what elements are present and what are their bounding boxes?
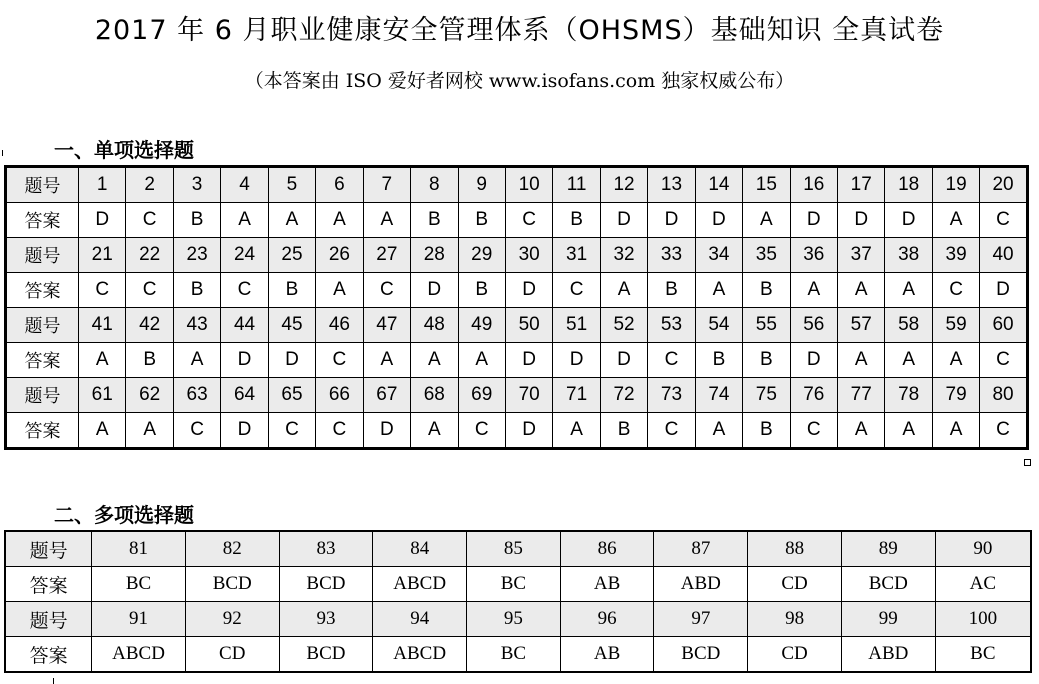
question-number-cell: 47	[363, 308, 410, 343]
question-number-cell: 60	[980, 308, 1027, 343]
answer-cell: A	[363, 203, 410, 238]
answer-row	[6, 343, 1028, 378]
answer-cell: D	[648, 203, 695, 238]
answer-cell: C	[268, 413, 315, 449]
question-number-cell: 59	[932, 308, 979, 343]
exam-subtitle: （本答案由 ISO 爱好者网校 www.isofans.com 独家权威公布）	[244, 70, 795, 92]
question-number-cell: 29	[458, 238, 505, 273]
answer-cell: A	[316, 203, 363, 238]
question-number-cell: 97	[654, 602, 748, 637]
question-number-cell: 44	[221, 308, 268, 343]
question-number-cell: 25	[268, 238, 315, 273]
question-number-cell: 20	[980, 167, 1027, 203]
question-number-cell: 67	[363, 378, 410, 413]
answer-cell: B	[648, 273, 695, 308]
answer-cell: C	[980, 203, 1027, 238]
question-number-cell: 19	[932, 167, 979, 203]
answer-cell: C	[458, 413, 505, 449]
answer-cell: D	[221, 413, 268, 449]
answer-cell: A	[885, 343, 932, 378]
question-number-cell: 18	[885, 167, 932, 203]
answer-cell: B	[173, 273, 220, 308]
section-heading-multiple-choice: 二、多项选择题	[54, 503, 194, 527]
answer-cell: A	[411, 343, 458, 378]
question-number-cell: 95	[467, 602, 561, 637]
answer-cell: A	[932, 343, 979, 378]
question-number-cell: 46	[316, 308, 363, 343]
multiple-choice-answer-table	[4, 530, 1032, 673]
question-number-cell: 15	[743, 167, 790, 203]
answer-cell: A	[268, 203, 315, 238]
question-number-cell: 43	[173, 308, 220, 343]
question-number-cell: 63	[173, 378, 220, 413]
question-number-label: 题号	[6, 238, 79, 273]
text-cursor-mark	[2, 150, 3, 156]
question-number-cell: 42	[126, 308, 173, 343]
answer-label: 答案	[6, 343, 79, 378]
answer-cell: A	[363, 343, 410, 378]
question-number-row	[6, 308, 1028, 343]
question-number-cell: 22	[126, 238, 173, 273]
question-number-cell: 23	[173, 238, 220, 273]
answer-cell: C	[790, 413, 837, 449]
question-number-cell: 80	[980, 378, 1027, 413]
exam-title: 2017 年 6 月职业健康安全管理体系（OHSMS）基础知识 全真试卷	[94, 15, 945, 46]
question-number-cell: 54	[695, 308, 742, 343]
question-number-cell: 62	[126, 378, 173, 413]
answer-cell: D	[980, 273, 1027, 308]
question-number-cell: 76	[790, 378, 837, 413]
question-number-cell: 87	[654, 531, 748, 567]
answer-cell: C	[79, 273, 126, 308]
answer-cell: AB	[560, 637, 654, 673]
answer-cell: B	[743, 413, 790, 449]
answer-cell: B	[695, 343, 742, 378]
answer-cell: D	[790, 203, 837, 238]
question-number-cell: 56	[790, 308, 837, 343]
question-number-cell: 52	[600, 308, 647, 343]
question-number-cell: 40	[980, 238, 1027, 273]
answer-cell: D	[790, 343, 837, 378]
question-number-cell: 10	[505, 167, 552, 203]
question-number-cell: 89	[841, 531, 935, 567]
answer-cell: CD	[748, 567, 842, 602]
answer-cell: C	[980, 343, 1027, 378]
answer-cell: BCD	[279, 567, 373, 602]
answer-cell: C	[126, 273, 173, 308]
answer-cell: A	[838, 273, 885, 308]
question-number-cell: 9	[458, 167, 505, 203]
question-number-cell: 12	[600, 167, 647, 203]
answer-cell: A	[553, 413, 600, 449]
question-number-cell: 78	[885, 378, 932, 413]
question-number-row	[5, 602, 1031, 637]
answer-cell: D	[411, 273, 458, 308]
question-number-cell: 17	[838, 167, 885, 203]
answer-cell: ABD	[654, 567, 748, 602]
question-number-cell: 64	[221, 378, 268, 413]
answer-cell: B	[458, 273, 505, 308]
question-number-cell: 71	[553, 378, 600, 413]
answer-cell: A	[79, 343, 126, 378]
answer-cell: D	[79, 203, 126, 238]
section-heading-single-choice: 一、单项选择题	[54, 138, 194, 162]
question-number-cell: 30	[505, 238, 552, 273]
question-number-cell: 92	[185, 602, 279, 637]
answer-cell: A	[173, 343, 220, 378]
answer-cell: BCD	[185, 567, 279, 602]
question-number-cell: 98	[748, 602, 842, 637]
question-number-cell: 83	[279, 531, 373, 567]
answer-cell: A	[885, 273, 932, 308]
question-number-cell: 96	[560, 602, 654, 637]
answer-label: 答案	[6, 273, 79, 308]
question-number-cell: 5	[268, 167, 315, 203]
question-number-label: 题号	[5, 531, 92, 567]
answer-cell: C	[173, 413, 220, 449]
question-number-cell: 68	[411, 378, 458, 413]
question-number-cell: 77	[838, 378, 885, 413]
answer-cell: D	[505, 413, 552, 449]
answer-cell: C	[980, 413, 1027, 449]
answer-cell: A	[600, 273, 647, 308]
answer-cell: ABD	[841, 637, 935, 673]
question-number-cell: 100	[935, 602, 1031, 637]
question-number-cell: 32	[600, 238, 647, 273]
question-number-cell: 8	[411, 167, 458, 203]
answer-cell: BCD	[841, 567, 935, 602]
question-number-cell: 28	[411, 238, 458, 273]
answer-cell: B	[268, 273, 315, 308]
answer-cell: BCD	[654, 637, 748, 673]
question-number-cell: 88	[748, 531, 842, 567]
answer-cell: BC	[92, 567, 186, 602]
question-number-cell: 73	[648, 378, 695, 413]
answer-cell: B	[553, 203, 600, 238]
question-number-cell: 85	[467, 531, 561, 567]
answer-cell: AB	[560, 567, 654, 602]
answer-label: 答案	[5, 637, 92, 673]
question-number-cell: 99	[841, 602, 935, 637]
question-number-cell: 84	[373, 531, 467, 567]
answer-cell: D	[838, 203, 885, 238]
answer-cell: A	[316, 273, 363, 308]
question-number-cell: 6	[316, 167, 363, 203]
answer-cell: BCD	[279, 637, 373, 673]
answer-cell: A	[838, 343, 885, 378]
answer-cell: A	[221, 203, 268, 238]
question-number-label: 题号	[6, 167, 79, 203]
answer-cell: CD	[748, 637, 842, 673]
question-number-cell: 37	[838, 238, 885, 273]
question-number-cell: 39	[932, 238, 979, 273]
question-number-row	[6, 378, 1028, 413]
answer-cell: A	[932, 203, 979, 238]
question-number-cell: 21	[79, 238, 126, 273]
question-number-cell: 16	[790, 167, 837, 203]
question-number-cell: 55	[743, 308, 790, 343]
question-number-cell: 74	[695, 378, 742, 413]
question-number-cell: 35	[743, 238, 790, 273]
answer-cell: A	[885, 413, 932, 449]
answer-cell: D	[553, 343, 600, 378]
answer-cell: C	[316, 343, 363, 378]
question-number-cell: 49	[458, 308, 505, 343]
answer-cell: C	[932, 273, 979, 308]
answer-cell: A	[743, 203, 790, 238]
question-number-cell: 13	[648, 167, 695, 203]
question-number-cell: 2	[126, 167, 173, 203]
answer-cell: A	[838, 413, 885, 449]
answer-cell: C	[648, 413, 695, 449]
question-number-cell: 58	[885, 308, 932, 343]
answer-cell: C	[553, 273, 600, 308]
single-choice-answer-table	[4, 165, 1029, 450]
question-number-cell: 11	[553, 167, 600, 203]
answer-cell: ABCD	[92, 637, 186, 673]
answer-cell: AC	[935, 567, 1031, 602]
answer-cell: A	[932, 413, 979, 449]
answer-cell: A	[458, 343, 505, 378]
question-number-cell: 14	[695, 167, 742, 203]
answer-cell: B	[126, 343, 173, 378]
answer-cell: C	[221, 273, 268, 308]
answer-row	[5, 637, 1031, 673]
question-number-cell: 3	[173, 167, 220, 203]
answer-cell: D	[505, 343, 552, 378]
answer-cell: A	[790, 273, 837, 308]
answer-cell: C	[316, 413, 363, 449]
answer-cell: A	[695, 273, 742, 308]
answer-cell: D	[600, 203, 647, 238]
question-number-cell: 72	[600, 378, 647, 413]
answer-cell: B	[173, 203, 220, 238]
question-number-cell: 26	[316, 238, 363, 273]
question-number-cell: 79	[932, 378, 979, 413]
question-number-cell: 33	[648, 238, 695, 273]
answer-cell: B	[743, 273, 790, 308]
question-number-cell: 93	[279, 602, 373, 637]
question-number-cell: 41	[79, 308, 126, 343]
answer-label: 答案	[5, 567, 92, 602]
answer-cell: BC	[467, 637, 561, 673]
question-number-label: 题号	[6, 308, 79, 343]
answer-cell: D	[505, 273, 552, 308]
answer-row	[6, 413, 1028, 449]
question-number-cell: 53	[648, 308, 695, 343]
answer-label: 答案	[6, 413, 79, 449]
question-number-cell: 57	[838, 308, 885, 343]
question-number-cell: 90	[935, 531, 1031, 567]
question-number-row	[6, 167, 1028, 203]
answer-cell: C	[126, 203, 173, 238]
answer-cell: B	[458, 203, 505, 238]
answer-cell: A	[411, 413, 458, 449]
answer-row	[6, 273, 1028, 308]
question-number-cell: 36	[790, 238, 837, 273]
answer-cell: D	[363, 413, 410, 449]
question-number-cell: 70	[505, 378, 552, 413]
question-number-cell: 34	[695, 238, 742, 273]
question-number-label: 题号	[5, 602, 92, 637]
question-number-cell: 27	[363, 238, 410, 273]
answer-cell: D	[268, 343, 315, 378]
question-number-cell: 61	[79, 378, 126, 413]
question-number-label: 题号	[6, 378, 79, 413]
answer-cell: D	[885, 203, 932, 238]
question-number-cell: 38	[885, 238, 932, 273]
answer-cell: CD	[185, 637, 279, 673]
question-number-cell: 48	[411, 308, 458, 343]
answer-cell: D	[221, 343, 268, 378]
text-cursor-mark	[53, 678, 54, 684]
answer-cell: BC	[467, 567, 561, 602]
answer-cell: D	[695, 203, 742, 238]
answer-cell: ABCD	[373, 637, 467, 673]
answer-cell: C	[363, 273, 410, 308]
answer-cell: B	[600, 413, 647, 449]
question-number-cell: 45	[268, 308, 315, 343]
table-resize-handle[interactable]	[1024, 459, 1031, 466]
question-number-cell: 91	[92, 602, 186, 637]
question-number-row	[5, 531, 1031, 567]
question-number-cell: 24	[221, 238, 268, 273]
question-number-cell: 31	[553, 238, 600, 273]
answer-cell: C	[505, 203, 552, 238]
question-number-row	[6, 238, 1028, 273]
answer-cell: D	[600, 343, 647, 378]
question-number-cell: 4	[221, 167, 268, 203]
answer-row	[6, 203, 1028, 238]
question-number-cell: 66	[316, 378, 363, 413]
answer-cell: C	[648, 343, 695, 378]
question-number-cell: 7	[363, 167, 410, 203]
answer-cell: A	[79, 413, 126, 449]
question-number-cell: 81	[92, 531, 186, 567]
question-number-cell: 94	[373, 602, 467, 637]
question-number-cell: 75	[743, 378, 790, 413]
question-number-cell: 86	[560, 531, 654, 567]
question-number-cell: 51	[553, 308, 600, 343]
answer-cell: B	[411, 203, 458, 238]
answer-cell: ABCD	[373, 567, 467, 602]
question-number-cell: 1	[79, 167, 126, 203]
question-number-cell: 69	[458, 378, 505, 413]
answer-cell: A	[695, 413, 742, 449]
question-number-cell: 50	[505, 308, 552, 343]
answer-cell: A	[126, 413, 173, 449]
answer-cell: BC	[935, 637, 1031, 673]
question-number-cell: 82	[185, 531, 279, 567]
answer-cell: B	[743, 343, 790, 378]
answer-row	[5, 567, 1031, 602]
answer-label: 答案	[6, 203, 79, 238]
question-number-cell: 65	[268, 378, 315, 413]
